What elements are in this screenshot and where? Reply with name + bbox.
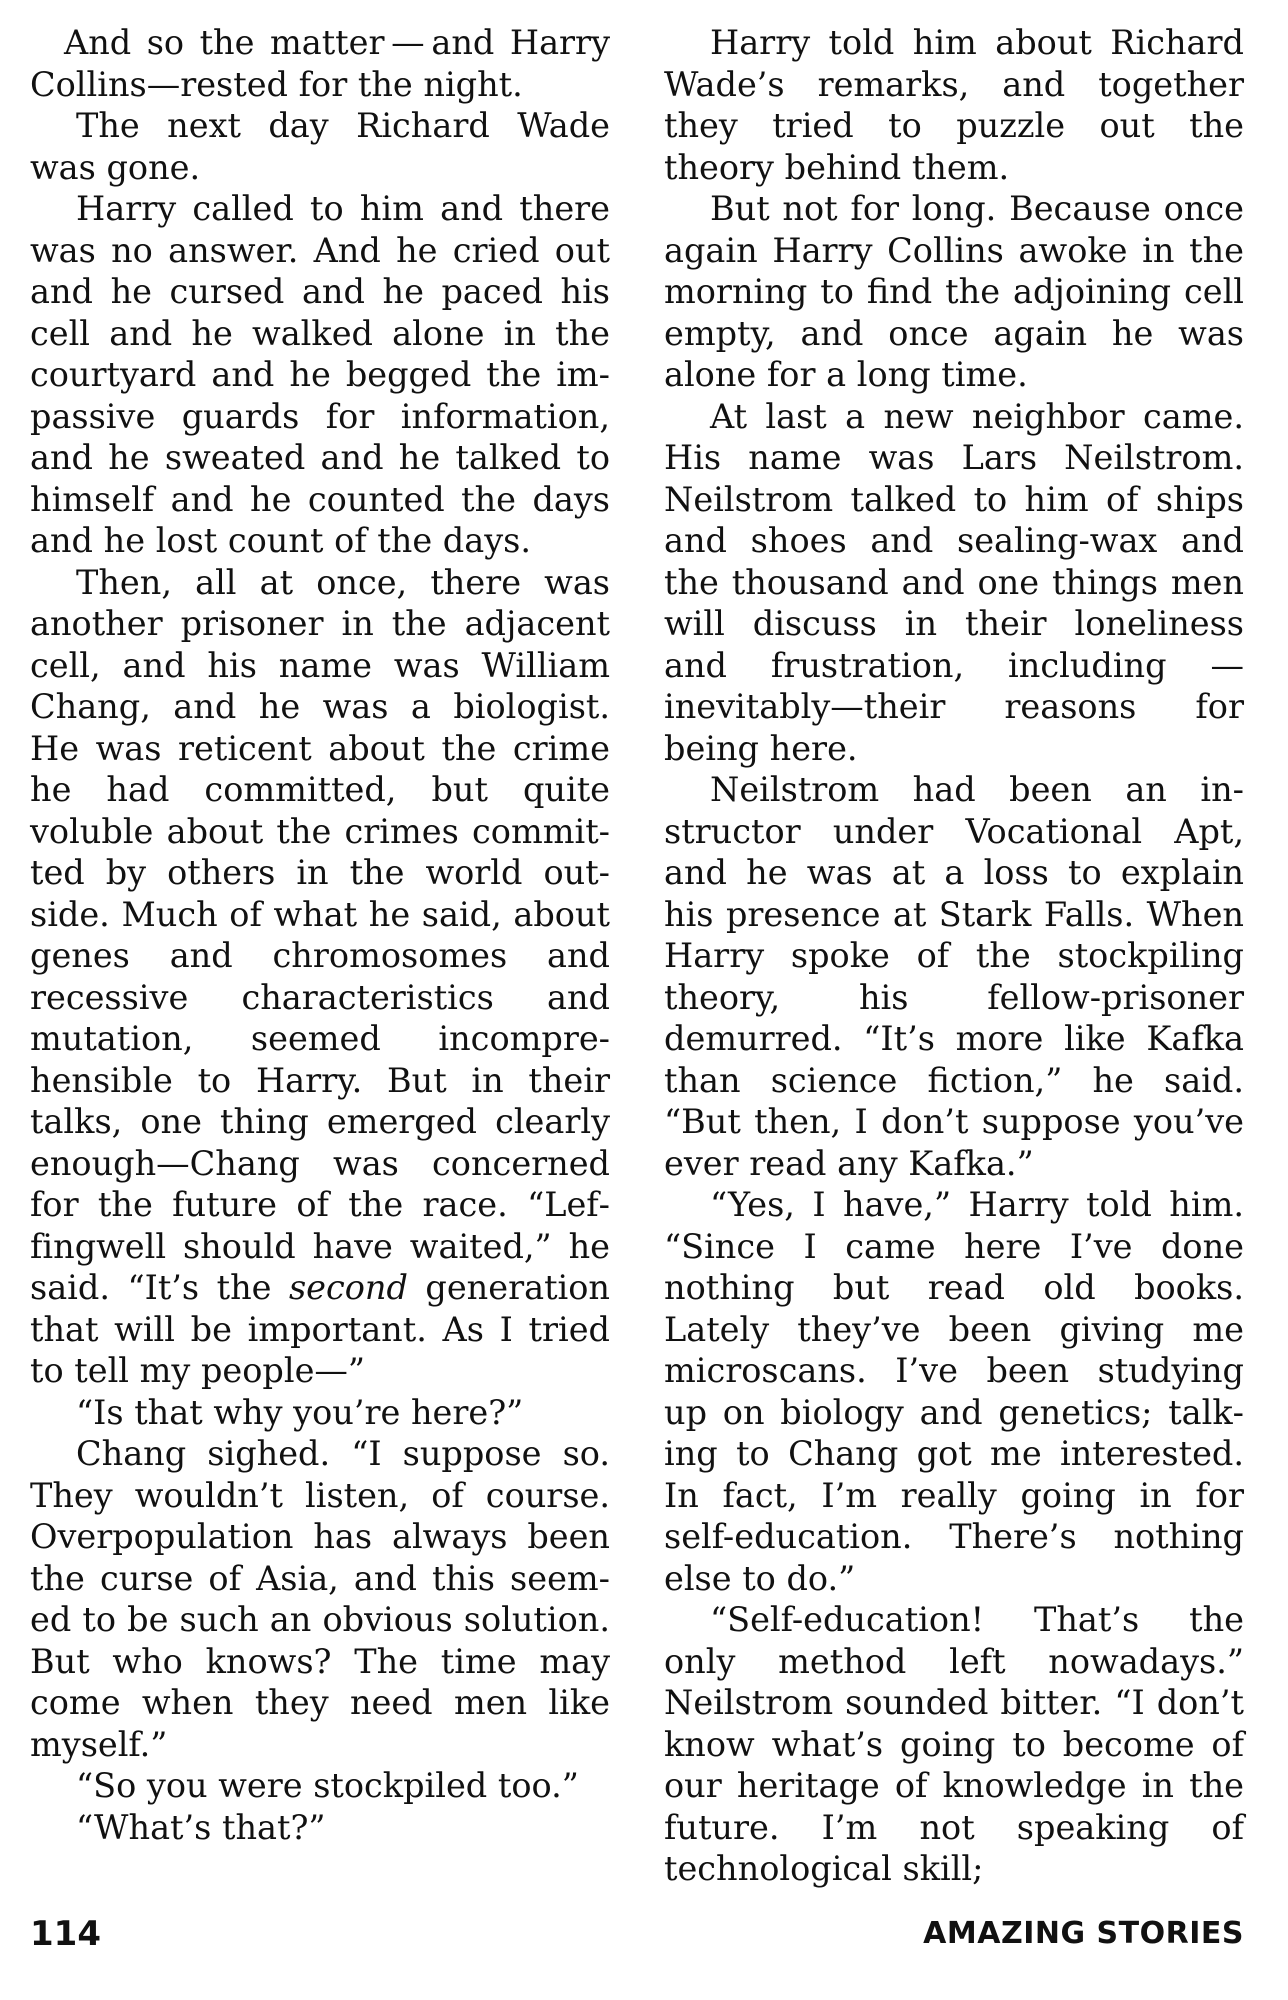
left-column: [30, 22, 610, 1848]
paragraph: “Is that why you’re here?”: [76, 1392, 524, 1432]
page-number: 114: [30, 1914, 101, 1954]
paragraph: At last a new neighbor came. His name was Lars Neilstrom. Neilstrom talked to him of ships and shoes and sealing-wax and the thousand and one things men will discuss in their loneliness and frustration, including —inevitably—their reasons for being here.: [664, 396, 1244, 768]
paragraph: Neilstrom had been an instructor under Vocational Apt, and he was at a loss to explain his presence at Stark Falls. When Harry spoke of the stockpiling theory, his fellow-prisoner demurred. “It’s more like Kafka than science fiction,” he said. “But then, I don’t suppose you’ve ever read any Kafka.”: [664, 770, 1244, 1183]
right-column: [664, 22, 1244, 1890]
paragraph: “Self-education! That’s the only method left nowadays.” Neilstrom sounded bitter. “I don’t know what’s going to become of our heritage of knowledge in the future. I’m not speaking of technological skill;: [664, 1600, 1244, 1888]
paragraph: But not for long. Because once again Harry Collins awoke in the morning to find the adjoining cell empty, and once again he was alone for a long time.: [664, 189, 1244, 394]
paragraph: Harry called to him and there was no answer. And he cried out and he cursed and he paced his cell and he walked alone in the courtyard and he begged the impassive guards for information, and he sweated and he talked to himself and he counted the days and he lost count of the days.: [30, 189, 610, 560]
paragraph: Chang sighed. “I suppose so. They wouldn’t listen, of course. Overpopulation has always been the curse of Asia, and this seemed to be such an obvious solution. But who knows? The time may come when they need men like myself.”: [30, 1434, 610, 1764]
paragraph-chang: [30, 562, 610, 1392]
paragraph: “Yes, I have,” Harry told him. “Since I came here I’ve done nothing but read old books. Lately they’ve been giving me microscans. I’ve been studying up on biology and genetics; talking to Chang got me interested. In fact, I’m really going in for self-education. There’s nothing else to do.”: [664, 1185, 1244, 1598]
paragraph: Harry told him about Richard Wade’s remarks, and together they tried to puzzle out the theory behind them.: [664, 23, 1244, 187]
emphasis-word: second: [288, 1268, 408, 1307]
paragraph: “So you were stockpiled too.”: [76, 1766, 579, 1805]
paragraph: “What’s that?”: [76, 1807, 326, 1847]
paragraph-text: generation that will be important. As I tried to tell my people—”: [30, 1268, 610, 1390]
paragraph: The next day Richard Wade was gone.: [30, 106, 610, 187]
magazine-title: AMAZING STORIES: [923, 1916, 1244, 1951]
paragraph-text: Then, all at once, there was another prisoner in the adjacent cell, and his name was William Chang, and he was a biologist. He was reticent about the crime he had committed, but quite voluble about the crimes committed by others in the world outside. Much of what he said, about genes and chromosomes and recessive characteristics and mutation, seemed incomprehensible to Harry. But in their talks, one thing emerged clearly enough—Chang was concerned for the future of the race. “Leffingwell should have waited,” he said. “It’s the: [30, 562, 610, 1307]
paragraph: And so the matter — and Harry Collins—rested for the night.: [30, 23, 610, 104]
